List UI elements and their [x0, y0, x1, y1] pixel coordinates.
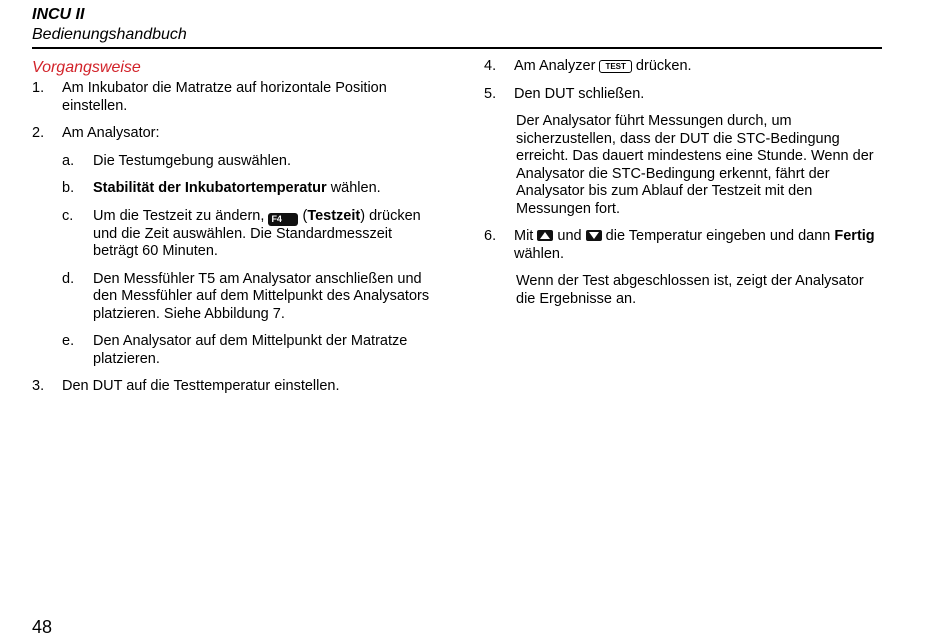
substep-letter: e. [62, 333, 75, 349]
step-number: 1. [32, 80, 45, 96]
step-text: Den DUT auf die Testtemperatur einstellen. [62, 378, 340, 394]
step-text: und [557, 228, 582, 244]
step-4 [484, 58, 884, 76]
page-number: 48 [32, 617, 53, 637]
substep-a [32, 153, 432, 171]
test-key-icon: TEST [599, 60, 631, 73]
step-text: wählen. [514, 245, 564, 262]
step-number: 6. [484, 228, 497, 244]
step-number: 4. [484, 58, 497, 74]
step-number: 3. [32, 378, 45, 394]
substep-bold-text: Stabilität der Inkubatortemperatur [93, 180, 327, 196]
header-product: INCU II [32, 6, 85, 23]
step-text: Mit [514, 228, 534, 244]
substep-bold-text: Testzeit [307, 207, 361, 224]
step-number: 5. [484, 85, 497, 102]
substep-text: Den Analysator auf dem Mittelpunkt der Matratze platzieren. [93, 333, 408, 367]
step-3 [32, 378, 432, 396]
substep-letter: c. [62, 207, 74, 224]
substep-text: drücken und die Zeit auswählen. Die Standardmesszeit beträgt 60 Minuten. [93, 207, 421, 259]
substep-d [32, 271, 432, 324]
step-text: Den DUT schließen. [514, 85, 645, 102]
arrow-up-key-icon [537, 230, 553, 241]
step-5 [484, 86, 884, 104]
paren-close: ) [360, 207, 366, 224]
step-text: die Temperatur eingeben und dann [605, 228, 831, 244]
header-rule [32, 47, 882, 49]
step-5-note: Der Analysator führt Messungen durch, um sicherzustellen, dass der DUT die STC-Bedingung erreicht. Das dauert mindestens eine Stunde. Wenn der Analysator die STC-Bedingung erkennt, fährt der Analysator bis zum Ablauf der Testzeit mit den Messungen fort. [516, 113, 874, 217]
section-title: Vorgangsweise [32, 59, 141, 76]
page-header [32, 5, 882, 45]
substep-letter: d. [62, 270, 75, 287]
arrow-down-key-icon [586, 230, 602, 241]
substep-b [32, 180, 432, 198]
step-1 [32, 80, 432, 115]
step-text: drücken. [635, 58, 692, 74]
substep-letter: a. [62, 152, 75, 169]
substep-c [32, 208, 432, 261]
substep-text: Die Testumgebung auswählen. [93, 152, 292, 169]
step-bold-text: Fertig [834, 228, 875, 244]
step-text: Am Analyzer [514, 58, 596, 74]
step-text: Am Analysator: [62, 125, 160, 141]
paren-open: ( [302, 207, 308, 224]
step-text: Am Inkubator die Matratze auf horizontale Position einstellen. [62, 80, 387, 114]
step-2 [32, 125, 432, 143]
substep-text: Um die Testzeit zu ändern, [93, 207, 265, 224]
substep-text: wählen. [330, 180, 381, 196]
substep-text: Den Messfühler T5 am Analysator anschließen und den Messfühler auf dem Mittelpunkt des Analysators platzieren. Siehe Abbildung 7. [93, 270, 430, 322]
left-column [32, 58, 432, 406]
substep-letter: b. [62, 180, 75, 196]
substep-e [32, 333, 432, 368]
header-manual-title: Bedienungshandbuch [32, 26, 187, 43]
f4-key-icon: F4 [268, 213, 298, 226]
right-column [484, 58, 884, 318]
step-6 [484, 228, 884, 263]
step-6-note: Wenn der Test abgeschlossen ist, zeigt der Analysator die Ergebnisse an. [516, 273, 864, 307]
step-number: 2. [32, 125, 45, 141]
